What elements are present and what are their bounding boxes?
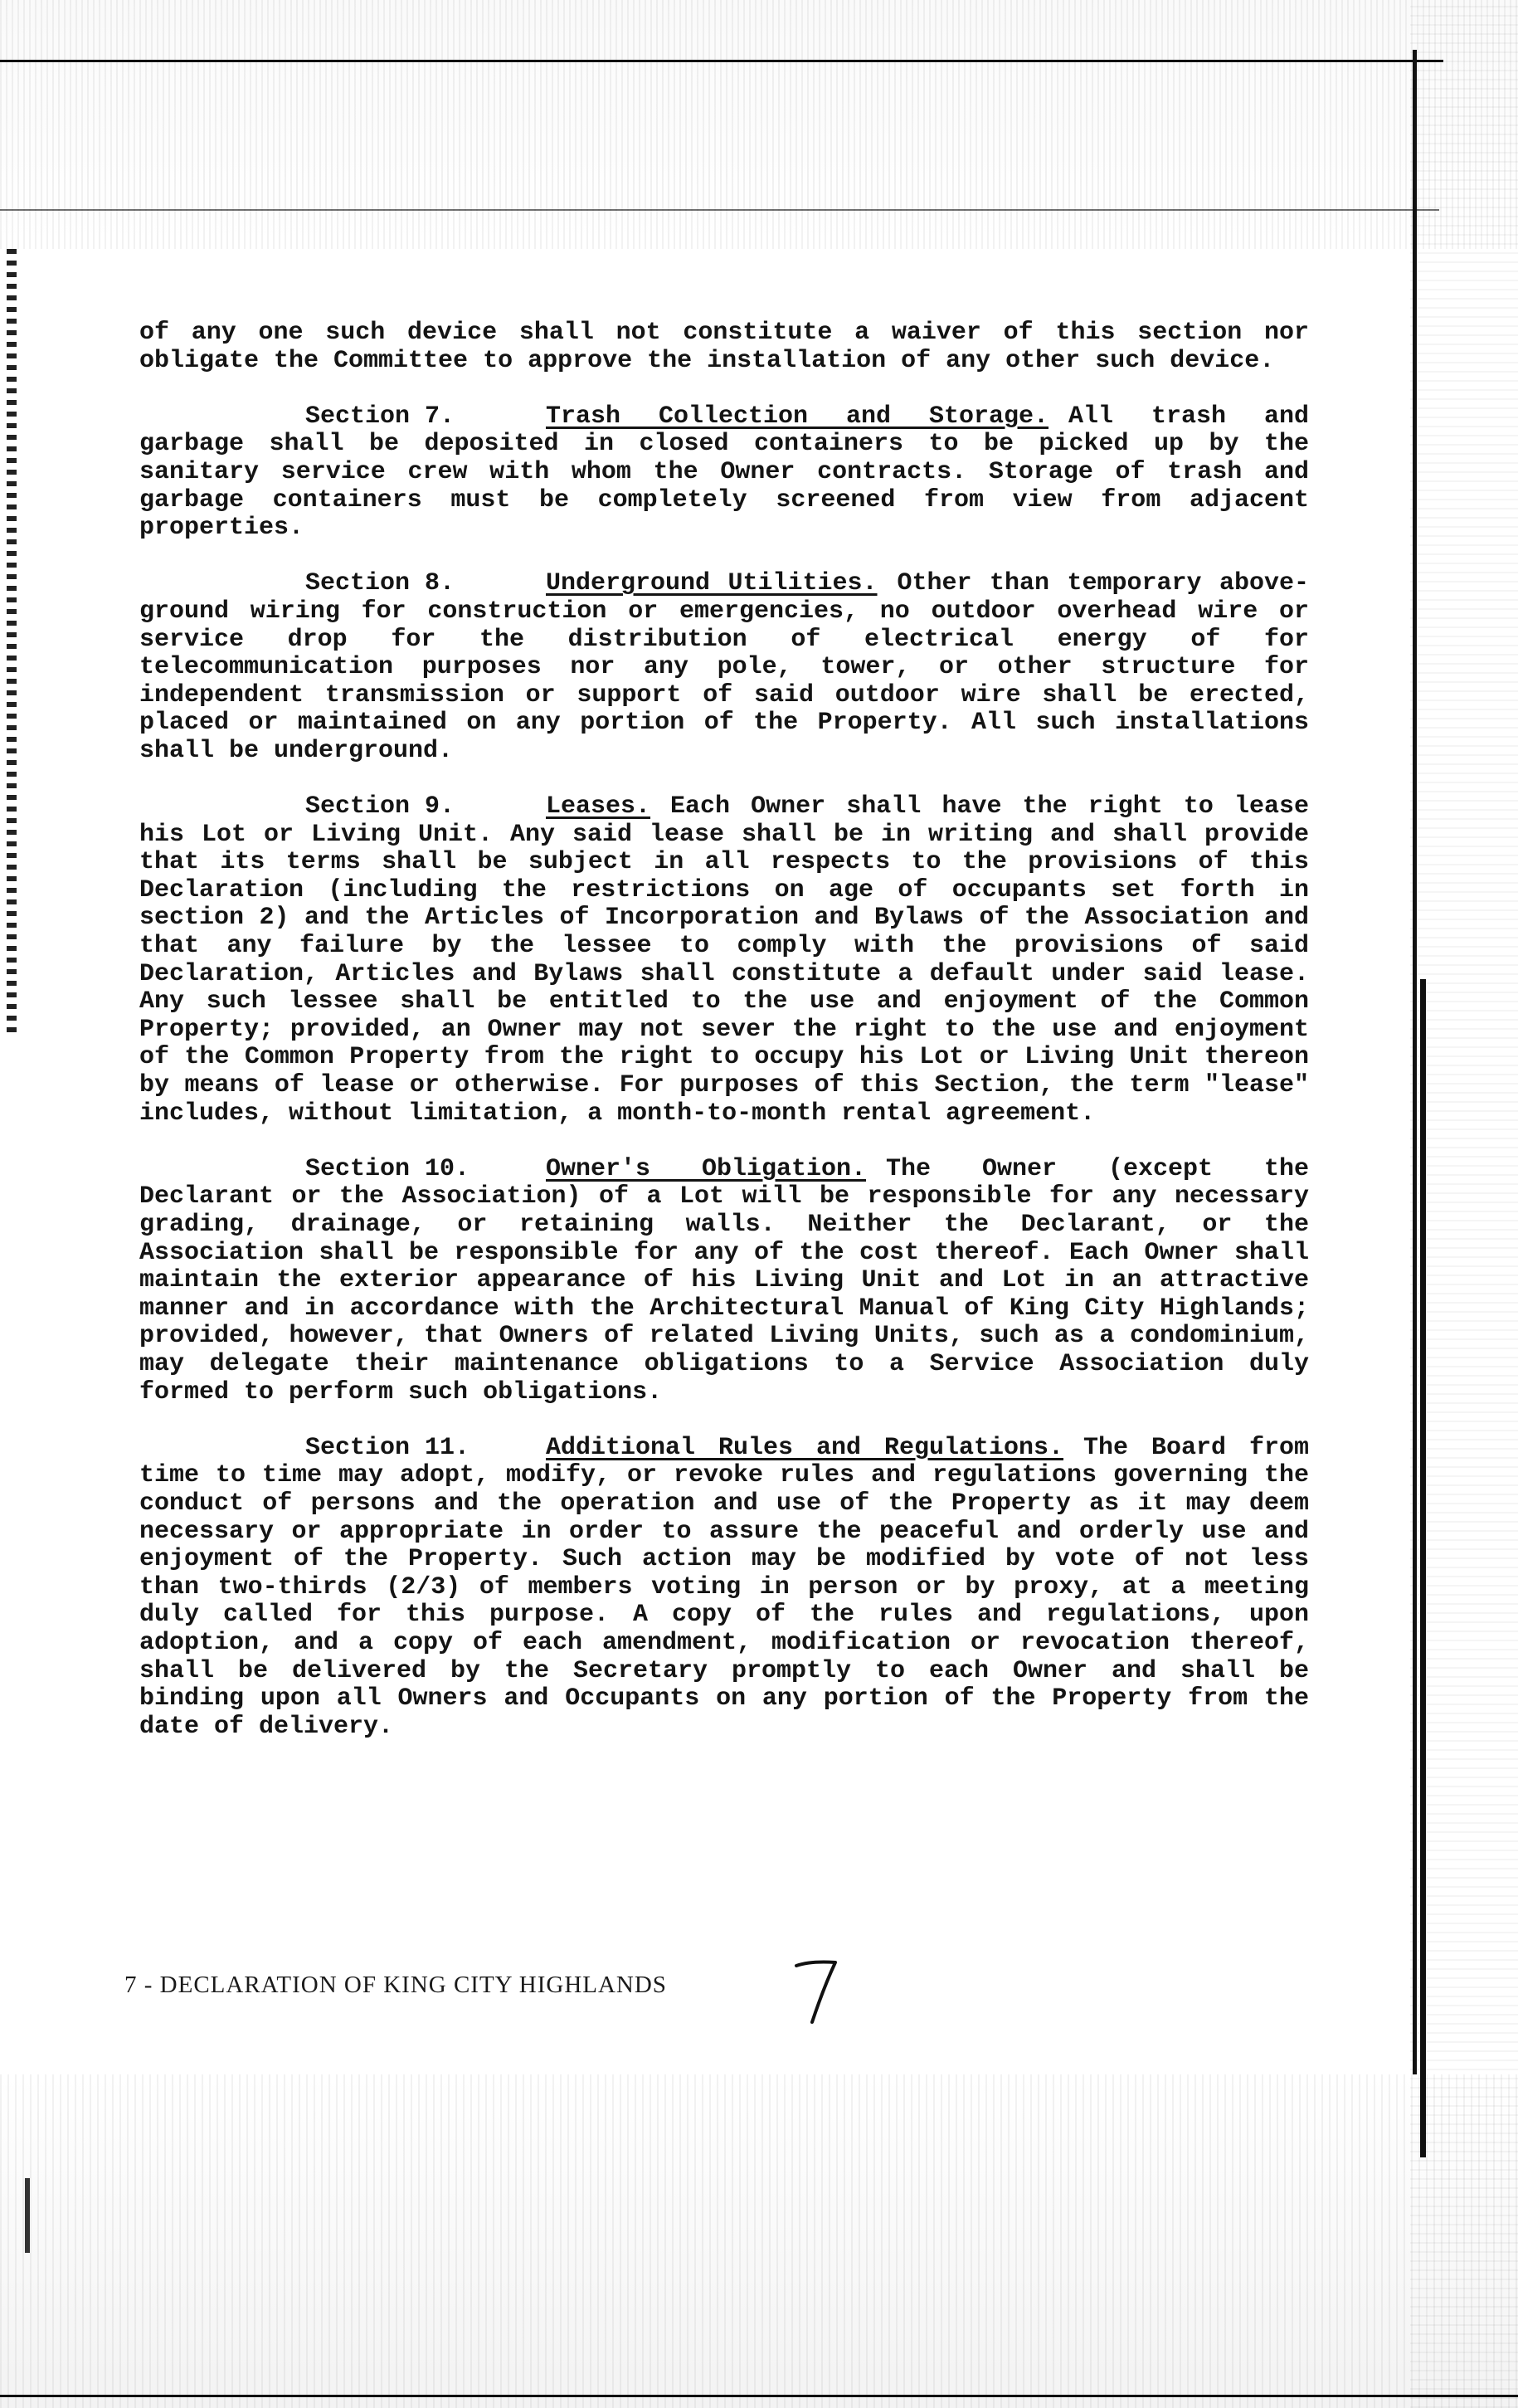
paragraph-text: The Board from time to time may adopt, modify, or revoke rules and regulations governing the conduct of persons and the operation and use of the Property as it may deem necessary or appropriate in order to assure the peaceful and orderly use and enjoyment of the Property. Such action may be modified by vote of not less than two-thirds (2/3) of members voting in person or by proxy, at a meeting duly called for this purpose. A copy of the rules and regulations, upon adoption, and a copy of each amendment, modification or revocation thereof, shall be delivered by the Secretary promptly to each Owner and shall be binding upon all Owners and Occupants on any portion of the Property from the date of delivery. <box>139 1433 1309 1741</box>
paragraph-text: of any one such device shall not constitute a waiver of this section nor obligate the Committee to approve the installation of any other such device. <box>139 319 1309 375</box>
paragraph-text: All trash and garbage shall be deposited in closed containers to be picked up by the sanitary service crew with whom the Owner contracts. Storage of trash and garbage containers must be completely screened from view from adjacent properties. <box>139 402 1309 543</box>
section-title: Trash Collection and Storage. <box>546 402 1049 431</box>
section-10 <box>139 1156 1309 1406</box>
section-title: Underground Utilities. <box>546 569 878 598</box>
section-9 <box>139 793 1309 1128</box>
section-11 <box>139 1435 1309 1742</box>
top-scan-edge <box>0 60 1443 62</box>
section-label: Section 9. <box>305 792 455 821</box>
scan-noise-bottom <box>0 2074 1518 2408</box>
page-footer: 7 - DECLARATION OF KING CITY HIGHLANDS <box>124 1972 667 1998</box>
scan-noise-right <box>1410 0 1518 2408</box>
paragraph-text: Each Owner shall have the right to lease his Lot or Living Unit. Any said lease shall be in writing and shall provide that its terms shall be subject in all respects to the provisions of this Declaration (including the restrictions on age of occupants set forth in section 2) and the Articles of Incorporation and Bylaws of the Association and that any failure by the lessee to comply with the provisions of said Declaration, Articles and Bylaws shall constitute a default under said lease. Any such lessee shall be entitled to the use and enjoyment of the Common Property; provided, an Owner may not sever the right to the use and enjoyment of the Common Property from the right to occupy his Lot or Living Unit thereon by means of lease or otherwise. For purposes of this Section, the term "lease" includes, without limitation, a month-to-month rental agreement. <box>139 792 1309 1128</box>
bottom-scan-edge <box>0 2395 1518 2397</box>
section-title: Owner's Obligation. <box>546 1154 867 1183</box>
handwritten-page-number <box>792 1954 842 2029</box>
left-scan-marks <box>7 249 17 1037</box>
paragraph-continuation <box>139 319 1309 375</box>
scan-noise-top <box>0 0 1518 249</box>
section-7 <box>139 403 1309 543</box>
top-scan-edge-2 <box>0 209 1439 211</box>
section-label: Section 7. <box>305 402 455 431</box>
section-label: Section 11. <box>305 1433 470 1462</box>
section-label: Section 8. <box>305 569 455 598</box>
section-label: Section 10. <box>305 1154 470 1183</box>
section-title: Additional Rules and Regulations. <box>546 1433 1064 1462</box>
section-title: Leases. <box>546 792 651 821</box>
right-page-edge-heavy <box>1420 979 1426 2157</box>
paragraph-text: Other than temporary above-ground wiring for construction or emergencies, no outdoor overhead wire or service drop for the distribution of electrical energy of for telecommunication purposes nor any pole, tower, or other structure for independent transmission or support of said outdoor wire shall be erected, placed or maintained on any portion of the Property. All such installations shall be underground. <box>139 569 1309 765</box>
section-8 <box>139 570 1309 765</box>
paragraph-text: The Owner (except the Declarant or the Association) of a Lot will be responsible for any necessary grading, drainage, or retaining walls. Neither the Declarant, or the Association shall be responsible for any of the cost thereof. Each Owner shall maintain the exterior appearance of his Living Unit and Lot in an attractive manner and in accordance with the Architectural Manual of King City Highlands; provided, however, that Owners of related Living Units, such as a condominium, may delegate their maintenance obligations to a Service Association duly formed to perform such obligations. <box>139 1154 1309 1406</box>
right-page-edge <box>1413 50 1417 2074</box>
document-body <box>139 319 1309 1769</box>
bottom-left-scan-mark <box>25 2178 30 2253</box>
